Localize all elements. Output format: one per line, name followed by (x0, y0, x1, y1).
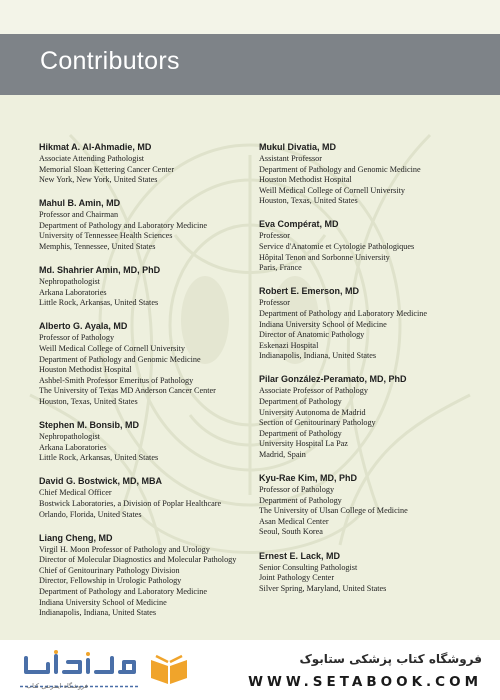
contributor-detail: Arkana Laboratories (39, 287, 107, 297)
contributor-name: Mahul B. Amin, MD (39, 198, 121, 209)
contributor-entry (259, 472, 491, 538)
contributor-detail: Memphis, Tennessee, United States (39, 242, 156, 252)
contributor-detail: Associate Attending Pathologist (39, 154, 145, 163)
contributor-detail: Chief Medical Officer (39, 488, 112, 498)
contributor-entry (39, 141, 271, 186)
contributors-left-column (39, 141, 271, 630)
contributor-detail: Little Rock, Arkansas, United States (39, 298, 159, 308)
contributor-detail: Professor (259, 298, 290, 308)
store-footer-banner (0, 640, 500, 700)
contributor-detail: Little Rock, Arkansas, United States (39, 453, 159, 463)
contributor-detail: Professor (259, 231, 290, 241)
contributor-detail: University of Tennessee Health Sciences (39, 231, 173, 241)
contributor-detail: Indianapolis, Indiana, United States (39, 608, 157, 618)
contributor-entry (259, 550, 491, 595)
contributor-entry (39, 197, 271, 252)
contributor-detail: Director of Anatomic Pathology (259, 330, 365, 340)
contributor-name: Pilar González-Peramato, MD, PhD (259, 374, 407, 385)
contributor-entry (39, 419, 271, 464)
page-title: Contributors (40, 47, 180, 75)
page-header (0, 34, 500, 95)
contributor-detail: Eskenazi Hospital (259, 340, 319, 350)
contributor-detail: Department of Pathology (259, 495, 342, 505)
contributor-detail: Weill Medical College of Cornell University (39, 344, 185, 354)
contributor-detail: Service d'Anatomie et Cytologie Pathologiques (259, 242, 415, 252)
contributor-detail: The University of Ulsan College of Medicine (259, 506, 408, 516)
contributor-name: Kyu-Rae Kim, MD, PhD (259, 473, 358, 484)
contributor-entry (259, 285, 491, 362)
contributor-detail: Professor of Pathology (39, 333, 115, 343)
contributor-entry (39, 320, 271, 407)
contributor-detail: Bostwick Laboratories, a Division of Poplar Healthcare (39, 498, 222, 508)
contributor-detail: Director of Molecular Diagnostics and Molecular Pathology (39, 555, 237, 565)
contributor-name: Stephen M. Bonsib, MD (39, 420, 139, 431)
contributor-entry (259, 141, 491, 207)
contributor-name: Md. Shahrier Amin, MD, PhD (39, 265, 161, 276)
contributor-detail: Houston Methodist Hospital (39, 365, 132, 375)
contributor-detail: Silver Spring, Maryland, United States (259, 583, 387, 593)
contributor-name: Alberto G. Ayala, MD (39, 321, 128, 332)
contributor-detail: Houston Methodist Hospital (259, 175, 352, 185)
store-url-link[interactable]: WWW.SETABOOK.COM (248, 674, 482, 690)
contributor-detail: Department of Pathology and Laboratory Medicine (39, 587, 208, 597)
contributor-detail: Department of Pathology and Laboratory Medicine (259, 308, 428, 318)
contributor-detail: Memorial Sloan Kettering Cancer Center (39, 164, 175, 174)
contributors-right-column (259, 141, 491, 606)
contributor-entry (39, 532, 271, 619)
contributor-name: Ernest E. Lack, MD (259, 550, 341, 561)
store-title: فروشگاه کتاب پزشکی ستابوک (299, 652, 482, 666)
setabook-logo-mark (20, 650, 140, 684)
contributor-detail: Joint Pathology Center (259, 573, 335, 583)
contributor-detail: Arkana Laboratories (39, 442, 107, 452)
top-margin (0, 0, 500, 34)
contributor-entry (39, 264, 271, 309)
contributor-detail: Indiana University School of Medicine (39, 597, 167, 607)
contributor-detail: Hôpital Tenon and Sorbonne University (259, 252, 390, 262)
contributor-name: Robert E. Emerson, MD (259, 286, 360, 297)
contributor-detail: University Hospital La Paz (259, 439, 348, 449)
contributor-detail: Madrid, Spain (259, 449, 306, 459)
contributor-name: David G. Bostwick, MD, MBA (39, 476, 163, 487)
contributor-name: Mukul Divatia, MD (259, 142, 337, 152)
contributor-detail: Assistant Professor (259, 154, 322, 163)
contributor-detail: Director, Fellowship in Urologic Pathology (39, 576, 182, 586)
contributor-detail: Ashbel-Smith Professor Emeritus of Pathology (39, 375, 194, 385)
contributor-entry (259, 373, 491, 460)
contributor-detail: Nephropathologist (39, 432, 100, 442)
contributor-detail: Associate Professor of Pathology (259, 386, 368, 396)
contributor-detail: Professor of Pathology (259, 485, 335, 495)
contributor-detail: Houston, Texas, United States (259, 196, 358, 206)
contributor-detail: Houston, Texas, United States (39, 397, 138, 406)
contributor-detail: Senior Consulting Pathologist (259, 562, 358, 572)
contributor-detail: Department of Pathology and Genomic Medicine (259, 164, 421, 174)
contributor-detail: Department of Pathology and Genomic Medicine (39, 354, 201, 364)
contributor-detail: Professor and Chairman (39, 210, 119, 220)
contributor-detail: Chief of Genitourinary Pathology Division (39, 565, 180, 575)
contributor-detail: Paris, France (259, 263, 302, 273)
contributor-name: Eva Compérat, MD (259, 219, 339, 230)
contributor-detail: New York, New York, United States (39, 175, 158, 185)
contributor-detail: Nephropathologist (39, 277, 100, 287)
contributor-detail: The University of Texas MD Anderson Cancer Center (39, 386, 216, 396)
logo-subtitle: فروشگاه اینترنتی کتاب (26, 682, 88, 690)
contributor-detail: Orlando, Florida, United States (39, 509, 142, 519)
contributor-detail: Indiana University School of Medicine (259, 319, 387, 329)
contributor-detail: Department of Pathology and Laboratory Medicine (39, 220, 208, 230)
contributor-entry (259, 218, 491, 273)
contributor-detail: University Autonoma de Madrid (259, 407, 366, 417)
contributor-detail: Seoul, South Korea (259, 527, 323, 537)
contributor-name: Liang Cheng, MD (39, 532, 113, 543)
contributor-name: Hikmat A. Al-Ahmadie, MD (39, 142, 152, 152)
contributor-detail: Weill Medical College of Cornell University (259, 185, 405, 195)
contributor-detail: Department of Pathology (259, 397, 342, 406)
contributor-detail: Asan Medical Center (259, 516, 329, 526)
contributor-entry (39, 475, 271, 520)
contributor-detail: Section of Genitourinary Pathology (259, 418, 376, 428)
contributor-detail: Indianapolis, Indiana, United States (259, 351, 377, 361)
setabook-logo[interactable] (20, 650, 140, 694)
open-book-icon (148, 652, 190, 688)
contributor-detail: Department of Pathology (259, 428, 342, 438)
contributor-detail: Virgil H. Moon Professor of Pathology and Urology (39, 544, 210, 554)
